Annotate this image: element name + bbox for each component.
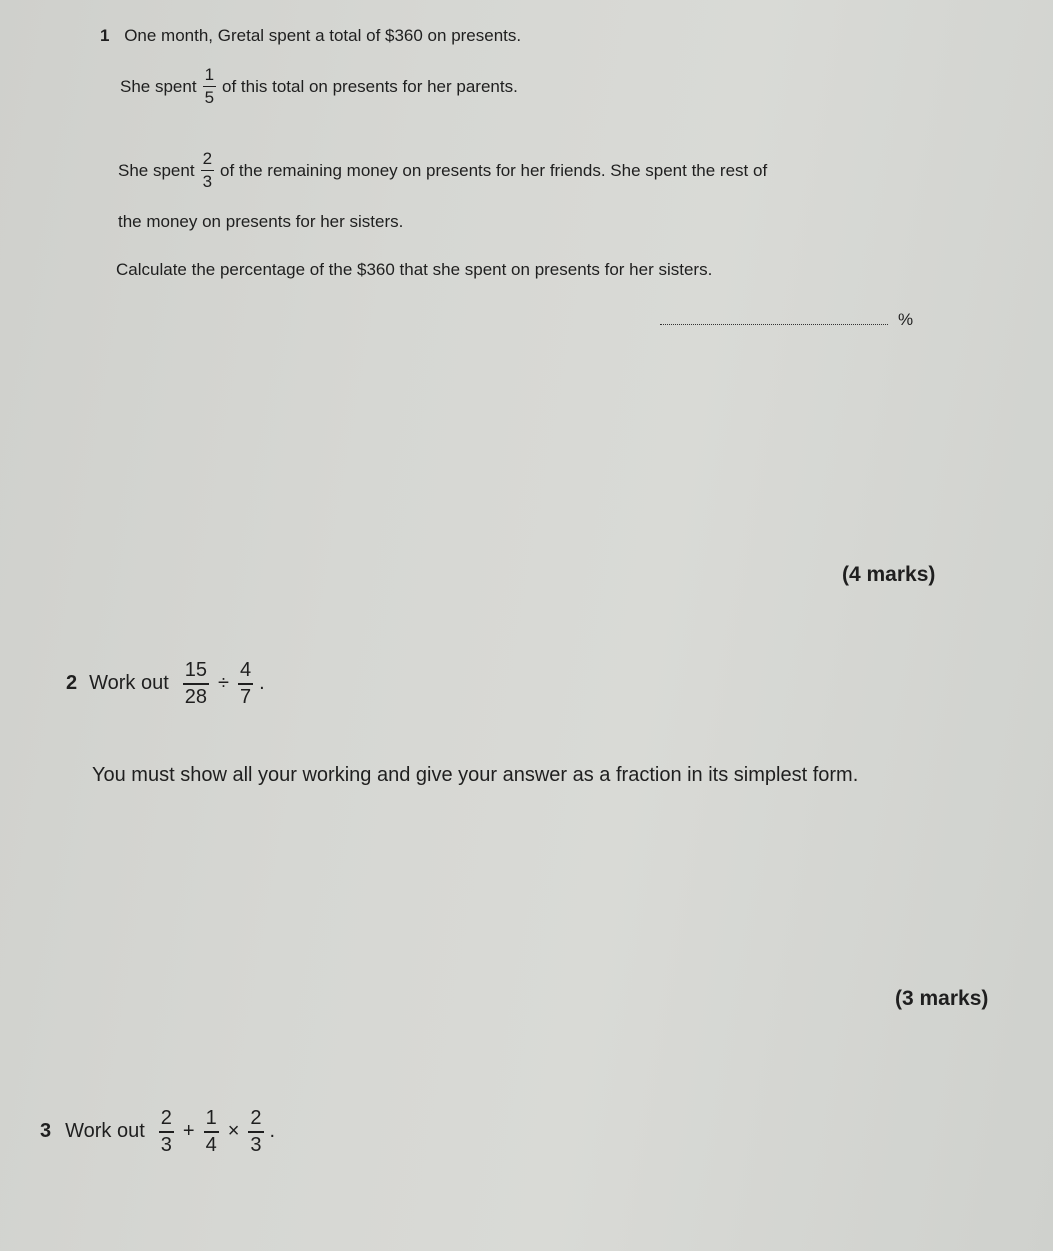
fraction-denominator: 4 <box>205 1133 217 1156</box>
fraction-bar <box>203 86 216 88</box>
fraction-bar <box>204 1131 219 1133</box>
plus-operator: + <box>182 1120 195 1143</box>
divide-operator: ÷ <box>218 672 230 695</box>
fraction-numerator: 2 <box>202 149 213 168</box>
question-2-label: Work out <box>89 672 169 695</box>
fraction-numerator: 15 <box>184 659 208 681</box>
fraction-denominator: 7 <box>240 685 252 708</box>
q1-line3-suffix: of the remaining money on presents for her friends. She spent the rest of <box>220 160 768 180</box>
question-1-number: 1 <box>100 26 110 45</box>
question-2-line <box>66 660 265 708</box>
fraction-two-thirds-second <box>248 1108 263 1156</box>
fraction-bar <box>183 683 209 685</box>
fraction-numerator: 1 <box>205 1107 217 1129</box>
fraction-numerator: 2 <box>250 1107 262 1129</box>
fraction-bar <box>201 170 214 172</box>
fraction-numerator: 2 <box>160 1107 172 1129</box>
fraction-denominator: 3 <box>250 1133 262 1156</box>
answer-line[interactable] <box>660 324 888 325</box>
fraction-denominator: 3 <box>202 172 213 192</box>
fraction-bar <box>159 1131 174 1133</box>
question-2-end: . <box>259 672 265 695</box>
question-2-instruction: You must show all your working and give your answer as a fraction in its simplest form. <box>92 764 859 786</box>
question-1-intro-line <box>100 26 521 46</box>
q1-line3-prefix: She spent <box>118 160 195 180</box>
fraction-one-fifth <box>203 66 216 107</box>
fraction-numerator: 1 <box>204 65 215 84</box>
question-1-answer-area <box>660 310 913 330</box>
question-3-line <box>40 1108 275 1156</box>
question-1-marks: (4 marks) <box>842 563 936 586</box>
question-1-line-2 <box>120 66 518 107</box>
fraction-four-sevenths <box>238 660 253 708</box>
fraction-one-quarter <box>204 1108 219 1156</box>
fraction-denominator: 3 <box>160 1133 172 1156</box>
question-1-line-4: the money on presents for her sisters. <box>118 212 404 231</box>
question-2-marks: (3 marks) <box>895 987 989 1010</box>
question-1-task: Calculate the percentage of the $360 that she spent on presents for her sisters. <box>116 260 713 279</box>
fraction-bar <box>238 683 253 685</box>
fraction-denominator: 28 <box>184 685 208 708</box>
question-3-end: . <box>269 1120 276 1143</box>
fraction-two-thirds <box>159 1108 174 1156</box>
fraction-numerator: 4 <box>240 659 252 681</box>
fraction-two-thirds <box>201 150 214 191</box>
question-2-number: 2 <box>66 672 78 695</box>
question-1-intro: One month, Gretal spent a total of $360 on presents. <box>124 26 522 45</box>
q1-line2-prefix: She spent <box>120 76 197 96</box>
question-3-number: 3 <box>40 1120 52 1143</box>
q1-line2-suffix: of this total on presents for her parents. <box>222 76 518 96</box>
question-3-label: Work out <box>65 1120 145 1143</box>
answer-unit: % <box>898 310 914 329</box>
fraction-fifteen-twenty-eighths <box>183 660 209 708</box>
fraction-denominator: 5 <box>204 88 215 108</box>
multiply-operator: × <box>227 1120 240 1143</box>
question-1-line-3 <box>118 150 767 191</box>
fraction-bar <box>248 1131 263 1133</box>
